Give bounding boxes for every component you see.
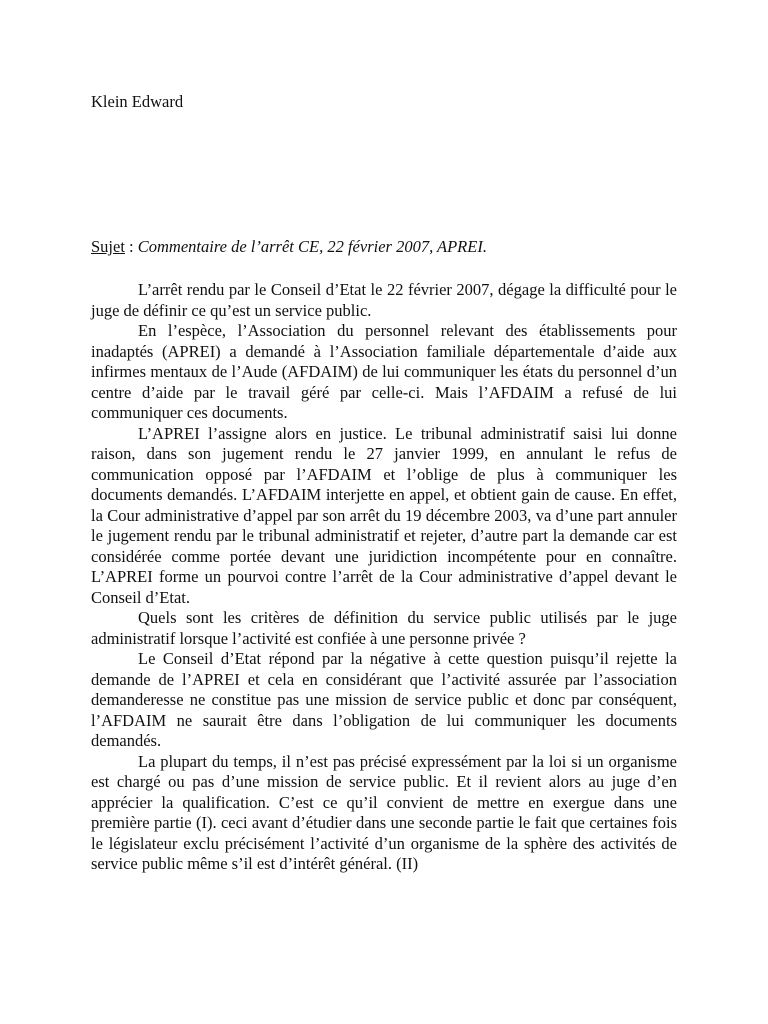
paragraph: L’arrêt rendu par le Conseil d’Etat le 22 février 2007, dégage la difficulté pour le juge de définir ce qu’est un service public. — [91, 280, 677, 320]
paragraph: Le Conseil d’Etat répond par la négative à cette question puisqu’il rejette la demande de l’APREI et cela en considérant que l’activité assurée par l’association demanderesse ne constitue pas une mission de service public et donc par conséquent, l’AFDAIM ne saurait être dans l’obligation de lui communiquer les documents demandés. — [91, 649, 677, 750]
paragraph: Quels sont les critères de définition du service public utilisés par le juge administratif lorsque l’activité est confiée à une personne privée ? — [91, 608, 677, 648]
commentary-body — [91, 280, 677, 875]
subject-separator: : — [124, 237, 138, 256]
paragraph: En l’espèce, l’Association du personnel relevant des établissements pour inadaptés (APREI) a demandé à l’Association familiale départementale d’aide aux infirmes mentaux de l’Aude (AFDAIM) de lui communiquer les états du personnel d’un centre d’aide par le travail géré par celle-ci. Mais l’AFDAIM a refusé de lui communiquer ces documents. — [91, 321, 677, 422]
subject-line — [91, 237, 487, 257]
subject-title: Commentaire de l’arrêt CE, 22 février 2007, APREI. — [137, 237, 487, 256]
author-name: Klein Edward — [91, 92, 184, 111]
subject-label: Sujet — [91, 237, 125, 256]
paragraph: La plupart du temps, il n’est pas précisé expressément par la loi si un organisme est chargé ou pas d’une mission de service public. Et il revient alors au juge d’en apprécier la qualification. C’est ce qu’il convient de mettre en exergue dans une première partie (I). ceci avant d’étudier dans une seconde partie le fait que certaines fois le législateur exclu précisément l’activité d’un organisme de la sphère des activités de service public même s’il est d’intérêt général. (II) — [91, 751, 677, 873]
paragraph: L’APREI l’assigne alors en justice. Le tribunal administratif saisi lui donne raison, dans son jugement rendu le 27 janvier 1999, en annulant le refus de communication opposé par l’AFDAIM et l’oblige de plus à communiquer les documents demandés. L’AFDAIM interjette en appel, et obtient gain de cause. En effet, la Cour administrative d’appel par son arrêt du 19 décembre 2003, va d’une part annuler le jugement rendu par le tribunal administratif et rejeter, d’autre part la demande car est considérée comme portée devant une juridiction incompétente pour en connaître. L’APREI forme un pourvoi contre l’arrêt de la Cour administrative d’appel devant le Conseil d’Etat. — [91, 423, 677, 607]
